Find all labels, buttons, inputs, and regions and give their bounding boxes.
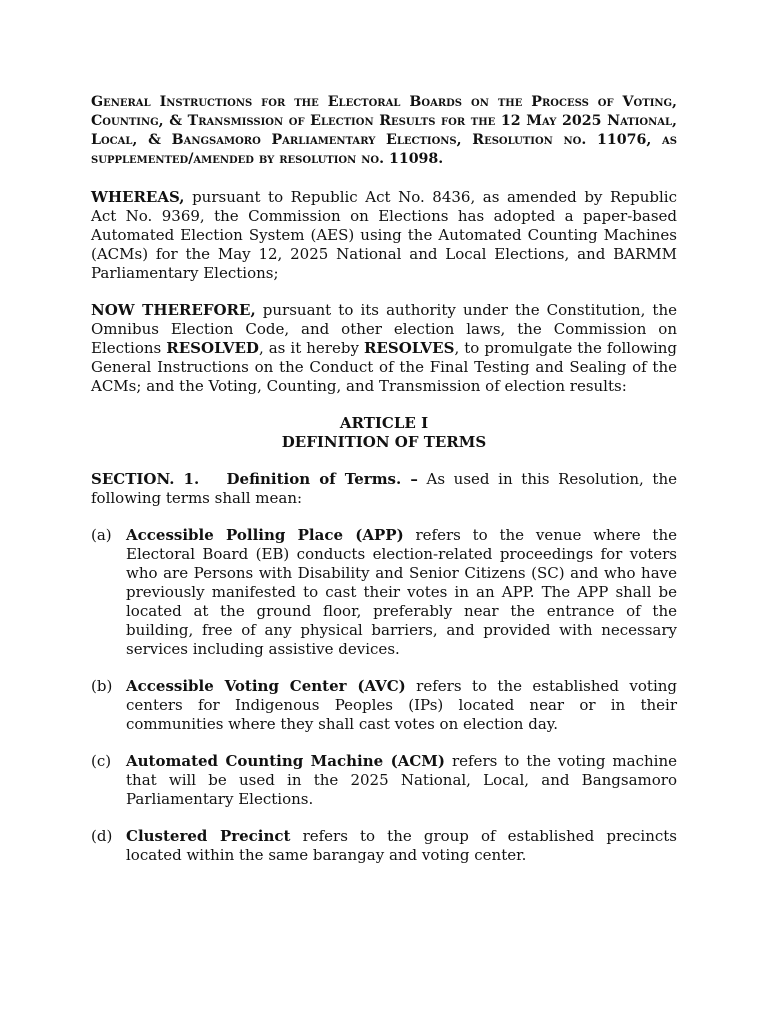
whereas-paragraph [91,188,677,283]
item-term: Accessible Voting Center (AVC) [126,677,406,695]
now-therefore-text-2: , as it hereby [258,339,364,357]
article-heading [91,414,677,452]
item-body [126,827,677,865]
item-text: refers to the voting machine that will be used in the 2025 National, Local, and Bangsamoro Parliamentary Elections. [126,752,677,808]
whereas-text: pursuant to Republic Act No. 8436, as amended by Republic Act No. 9369, the Commission on Elections has adopted a paper-based Automated Election System (AES) using the Automated Counting Machines (ACMs) for the May 12, 2025 National and Local Elections, and BARMM Parliamentary Elections; [91,188,677,282]
item-body [126,677,677,734]
now-therefore-text-3: , to promulgate the following General Instructions on the Conduct of the Final Testing and Sealing of the ACMs; and the Voting, Counting, and Transmission of election results: [91,339,677,395]
item-label: (a) [91,526,112,544]
now-therefore-paragraph [91,301,677,396]
section-head: SECTION. 1. Definition of Terms. – [91,470,418,488]
item-text: refers to the group of established precincts located within the same barangay and voting center. [126,827,677,864]
item-term: Accessible Polling Place (APP) [126,526,404,544]
section-paragraph [91,470,677,508]
now-therefore-text-1: pursuant to its authority under the Constitution, the Omnibus Election Code, and other election laws, the Commission on Elections [91,301,677,357]
document-heading: General Instructions for the Electoral Boards on the Process of Voting, Counting, & Transmission of Election Results for the 12 May 2025 National, Local, & Bangsamoro Parliamentary Elections, Resolution no. 11076, as supplemented/amended by resolution no. 11098. [91,94,677,167]
document-page [91,93,677,883]
article-title: DEFINITION OF TERMS [281,433,487,451]
item-text: refers to the established voting centers for Indigenous Peoples (IPs) located near or in their communities where they shall cast votes on election day. [126,677,677,733]
resolves-word: RESOLVES [363,339,455,357]
section-text: As used in this Resolution, the following terms shall mean: [91,470,677,507]
item-label: (d) [91,827,113,845]
item-term: Automated Counting Machine (ACM) [126,752,445,770]
item-term: Clustered Precinct [126,827,291,845]
definition-item [91,752,677,809]
definition-item [91,526,677,659]
definition-item [91,677,677,734]
item-body [126,752,677,809]
item-body [126,526,677,659]
resolved-word: RESOLVED [166,339,259,357]
article-number: ARTICLE I [339,414,429,432]
now-therefore-lead: NOW THEREFORE, [91,301,256,319]
item-text: refers to the venue where the Electoral Board (EB) conducts election-related proceedings for voters who are Persons with Disability and Senior Citizens (SC) and who have previously manifested to cast their votes in an APP. The APP shall be located at the ground floor, preferably near the entrance of the building, free of any physical barriers, and provided with necessary services including assistive devices. [126,526,677,658]
definition-item [91,827,677,865]
whereas-lead: WHEREAS, [91,188,185,206]
item-label: (c) [91,752,112,770]
item-label: (b) [91,677,113,695]
